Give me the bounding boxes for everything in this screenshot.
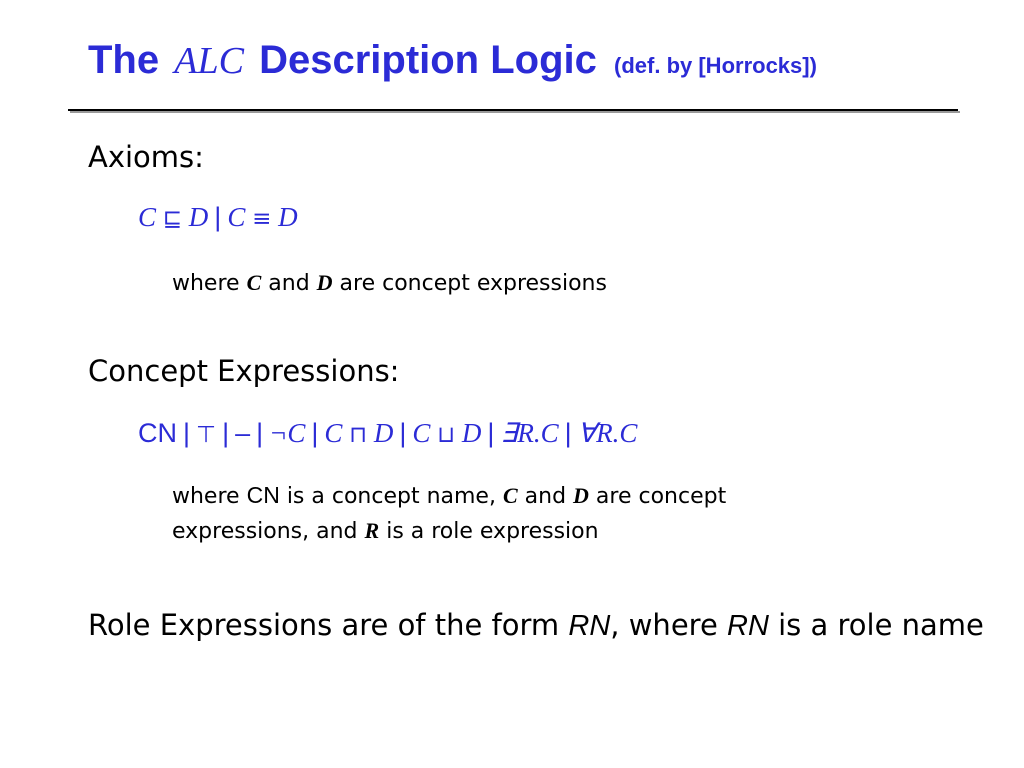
concept-note <box>172 478 932 549</box>
role-expressions-text <box>88 604 984 647</box>
note-are-concept: are concept <box>595 484 727 509</box>
conjunction-symbol: ⊓ <box>349 422 368 448</box>
note-var-d: D <box>316 270 333 295</box>
axiom-note <box>172 266 607 301</box>
role-text-1: Role Expressions are of the form <box>88 608 560 642</box>
role-text-3: is a role name <box>778 608 984 642</box>
disjunction-symbol: ⊔ <box>437 422 456 448</box>
conj-c: C <box>324 418 343 448</box>
equivalence-symbol: ≡ <box>252 206 272 232</box>
concept-note-line-2 <box>172 514 932 549</box>
axiom-d1: D <box>188 202 209 232</box>
separator: | <box>183 418 191 448</box>
note-expressions-and: expressions, and <box>172 519 358 544</box>
title-prefix: The <box>88 38 160 82</box>
separator: | <box>214 202 222 232</box>
separator: | <box>311 418 319 448</box>
separator: | <box>399 418 407 448</box>
note-var-d: D <box>573 483 589 508</box>
concept-name-cn: CN <box>138 418 177 448</box>
title-alc-symbol: ALC <box>174 40 244 82</box>
axiom-c2: C <box>227 202 246 232</box>
bottom-symbol: – <box>235 418 251 448</box>
title-rule-shadow <box>70 111 960 113</box>
note-cn: CN <box>246 482 280 508</box>
note-where: where <box>172 484 240 509</box>
note-is-role: is a role expression <box>386 519 599 544</box>
separator: | <box>487 418 495 448</box>
axioms-heading: Axioms: <box>88 140 204 174</box>
separator: | <box>222 418 230 448</box>
axiom-d2: D <box>278 202 298 232</box>
separator: | <box>256 418 264 448</box>
conj-d: D <box>373 418 394 448</box>
subsumes-symbol: ⊑ <box>162 206 183 232</box>
slide-title <box>88 38 817 83</box>
note-and: and <box>524 484 567 509</box>
role-text-2: , where <box>610 608 718 642</box>
concept-formula <box>138 418 637 449</box>
title-main: Description Logic <box>259 38 597 82</box>
note-and: and <box>268 271 310 296</box>
note-var-c: C <box>502 483 518 508</box>
note-where: where <box>172 271 240 296</box>
concept-note-line-1 <box>172 478 932 514</box>
note-rest: are concept expressions <box>339 271 607 296</box>
disj-c: C <box>412 418 431 448</box>
title-rule <box>68 109 958 111</box>
negation-expr: ¬C <box>269 418 306 448</box>
disj-d: D <box>461 418 482 448</box>
concepts-heading: Concept Expressions: <box>88 354 400 388</box>
axiom-c1: C <box>138 202 157 232</box>
axiom-formula <box>138 202 298 233</box>
top-symbol: ⊤ <box>196 422 217 448</box>
note-is-concept-name: is a concept name, <box>286 484 496 509</box>
forall-expr: ∀R.C <box>577 418 638 448</box>
separator: | <box>564 418 572 448</box>
exists-expr: ∃R.C <box>500 418 559 448</box>
note-var-r: R <box>364 518 380 543</box>
title-attribution: (def. by [Horrocks]) <box>614 53 817 78</box>
role-rn-2: RN <box>727 610 769 642</box>
note-var-c: C <box>246 270 262 295</box>
role-rn-1: RN <box>568 610 611 642</box>
